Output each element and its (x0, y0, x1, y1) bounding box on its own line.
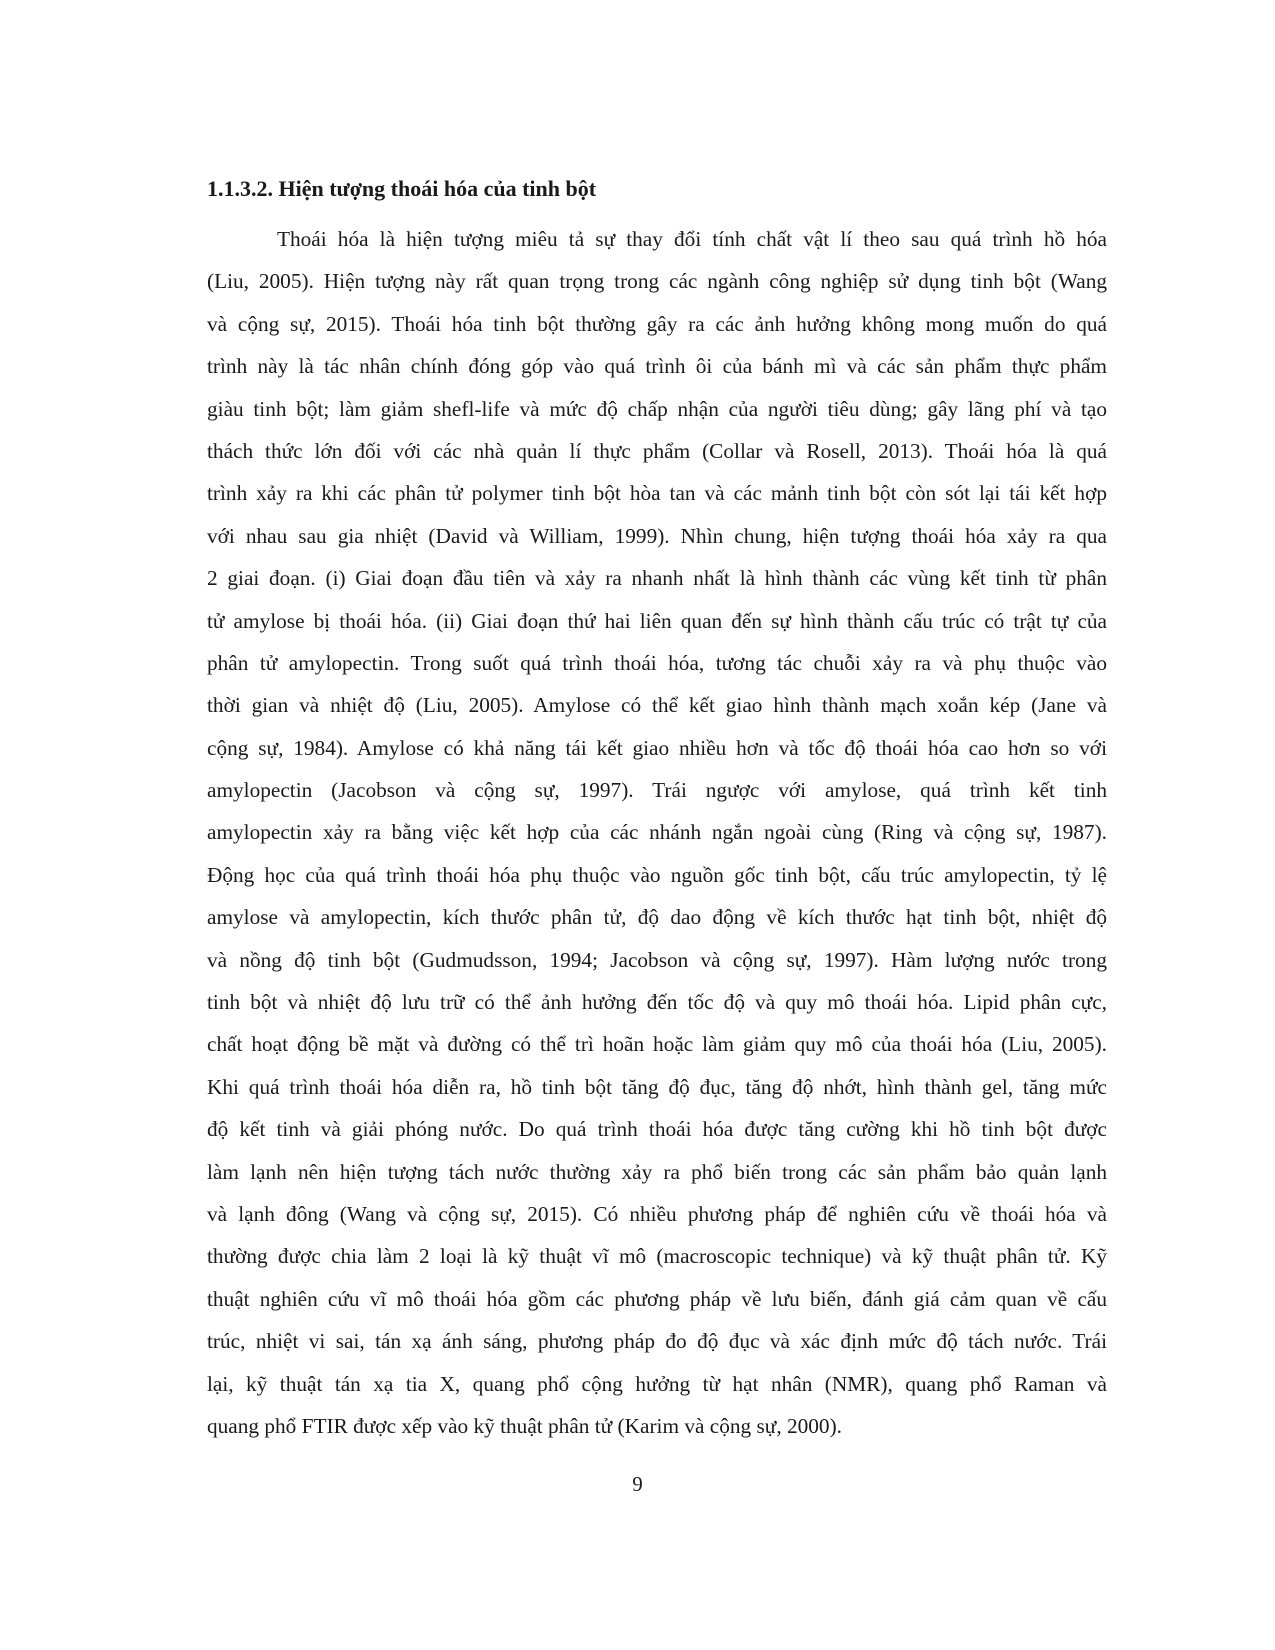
paragraph-line: thuật nghiên cứu vĩ mô thoái hóa gồm các phương pháp về lưu biến, đánh giá cảm quan về cấu (207, 1286, 1107, 1311)
paragraph-line: và nồng độ tinh bột (Gudmudsson, 1994; Jacobson và cộng sự, 1997). Hàm lượng nước trong (207, 947, 1107, 972)
paragraph-line: với nhau sau gia nhiệt (David và William, 1999). Nhìn chung, hiện tượng thoái hóa xảy ra qua (207, 523, 1107, 548)
paragraph-line: làm lạnh nên hiện tượng tách nước thường xảy ra phổ biến trong các sản phẩm bảo quản lạnh (207, 1159, 1107, 1184)
paragraph-line: trình này là tác nhân chính đóng góp vào quá trình ôi của bánh mì và các sản phẩm thực phẩm (207, 354, 1107, 379)
paragraph-line: 2 giai đoạn. (i) Giai đoạn đầu tiên và xảy ra nhanh nhất là hình thành các vùng kết tinh từ phân (207, 566, 1107, 591)
paragraph-line: Khi quá trình thoái hóa diễn ra, hồ tinh bột tăng độ đục, tăng độ nhớt, hình thành gel, tăng mức (207, 1074, 1107, 1099)
paragraph-line: quang phổ FTIR được xếp vào kỹ thuật phân tử (Karim và cộng sự, 2000). (207, 1413, 842, 1438)
paragraph-line: và lạnh đông (Wang và cộng sự, 2015). Có nhiều phương pháp để nghiên cứu về thoái hóa và (207, 1201, 1107, 1226)
paragraph-line: thường được chia làm 2 loại là kỹ thuật vĩ mô (macroscopic technique) và kỹ thuật phân tử. Kỹ (207, 1244, 1107, 1269)
section-heading: 1.1.3.2. Hiện tượng thoái hóa của tinh bột (207, 176, 597, 201)
paragraph-line: amylopectin (Jacobson và cộng sự, 1997). Trái ngược với amylose, quá trình kết tinh (207, 778, 1107, 803)
paragraph-line: (Liu, 2005). Hiện tượng này rất quan trọng trong các ngành công nghiệp sử dụng tinh bột (Wang (207, 269, 1107, 294)
paragraph-line: cộng sự, 1984). Amylose có khả năng tái kết giao nhiều hơn và tốc độ thoái hóa cao hơn so với (207, 735, 1107, 760)
paragraph-line: độ kết tinh và giải phóng nước. Do quá trình thoái hóa được tăng cường khi hồ tinh bột được (207, 1117, 1107, 1142)
paragraph-line: giàu tinh bột; làm giảm shefl-life và mức độ chấp nhận của người tiêu dùng; gây lãng phí và tạo (207, 396, 1107, 421)
paragraph-line: tử amylose bị thoái hóa. (ii) Giai đoạn thứ hai liên quan đến sự hình thành cấu trúc có trật tự của (207, 608, 1107, 633)
paragraph-line: tinh bột và nhiệt độ lưu trữ có thể ảnh hưởng đến tốc độ và quy mô thoái hóa. Lipid phân cực, (207, 990, 1107, 1015)
paragraph-line: trúc, nhiệt vi sai, tán xạ ánh sáng, phương pháp đo độ đục và xác định mức độ tách nước. Trái (207, 1329, 1107, 1354)
paragraph-line: thời gian và nhiệt độ (Liu, 2005). Amylose có thể kết giao hình thành mạch xoắn kép (Jane và (207, 693, 1107, 718)
paragraph-line: chất hoạt động bề mặt và đường có thể trì hoãn hoặc làm giảm quy mô của thoái hóa (Liu, 2005). (207, 1032, 1107, 1057)
paragraph-line: thách thức lớn đối với các nhà quản lí thực phẩm (Collar và Rosell, 2013). Thoái hóa là quá (207, 438, 1107, 463)
paragraph-line: Động học của quá trình thoái hóa phụ thuộc vào nguồn gốc tinh bột, cấu trúc amylopectin, tỷ lệ (207, 862, 1107, 887)
paragraph-line: trình xảy ra khi các phân tử polymer tinh bột hòa tan và các mảnh tinh bột còn sót lại tái kết hợp (207, 481, 1107, 506)
paragraph-line: amylopectin xảy ra bằng việc kết hợp của các nhánh ngắn ngoài cùng (Ring và cộng sự, 1987). (207, 820, 1107, 845)
section-body (207, 218, 1107, 1447)
page-number: 9 (632, 1472, 643, 1496)
paragraph-line: phân tử amylopectin. Trong suốt quá trình thoái hóa, tương tác chuỗi xảy ra và phụ thuộc vào (207, 650, 1107, 675)
paragraph-line: và cộng sự, 2015). Thoái hóa tinh bột thường gây ra các ảnh hưởng không mong muốn do quá (207, 311, 1107, 336)
paragraph-line: Thoái hóa là hiện tượng miêu tả sự thay đổi tính chất vật lí theo sau quá trình hồ hóa (277, 227, 1107, 251)
paragraph-line: lại, kỹ thuật tán xạ tia X, quang phổ cộng hưởng từ hạt nhân (NMR), quang phổ Raman và (207, 1371, 1107, 1396)
paragraph-line: amylose và amylopectin, kích thước phân tử, độ dao động về kích thước hạt tinh bột, nhiệt độ (207, 905, 1107, 930)
